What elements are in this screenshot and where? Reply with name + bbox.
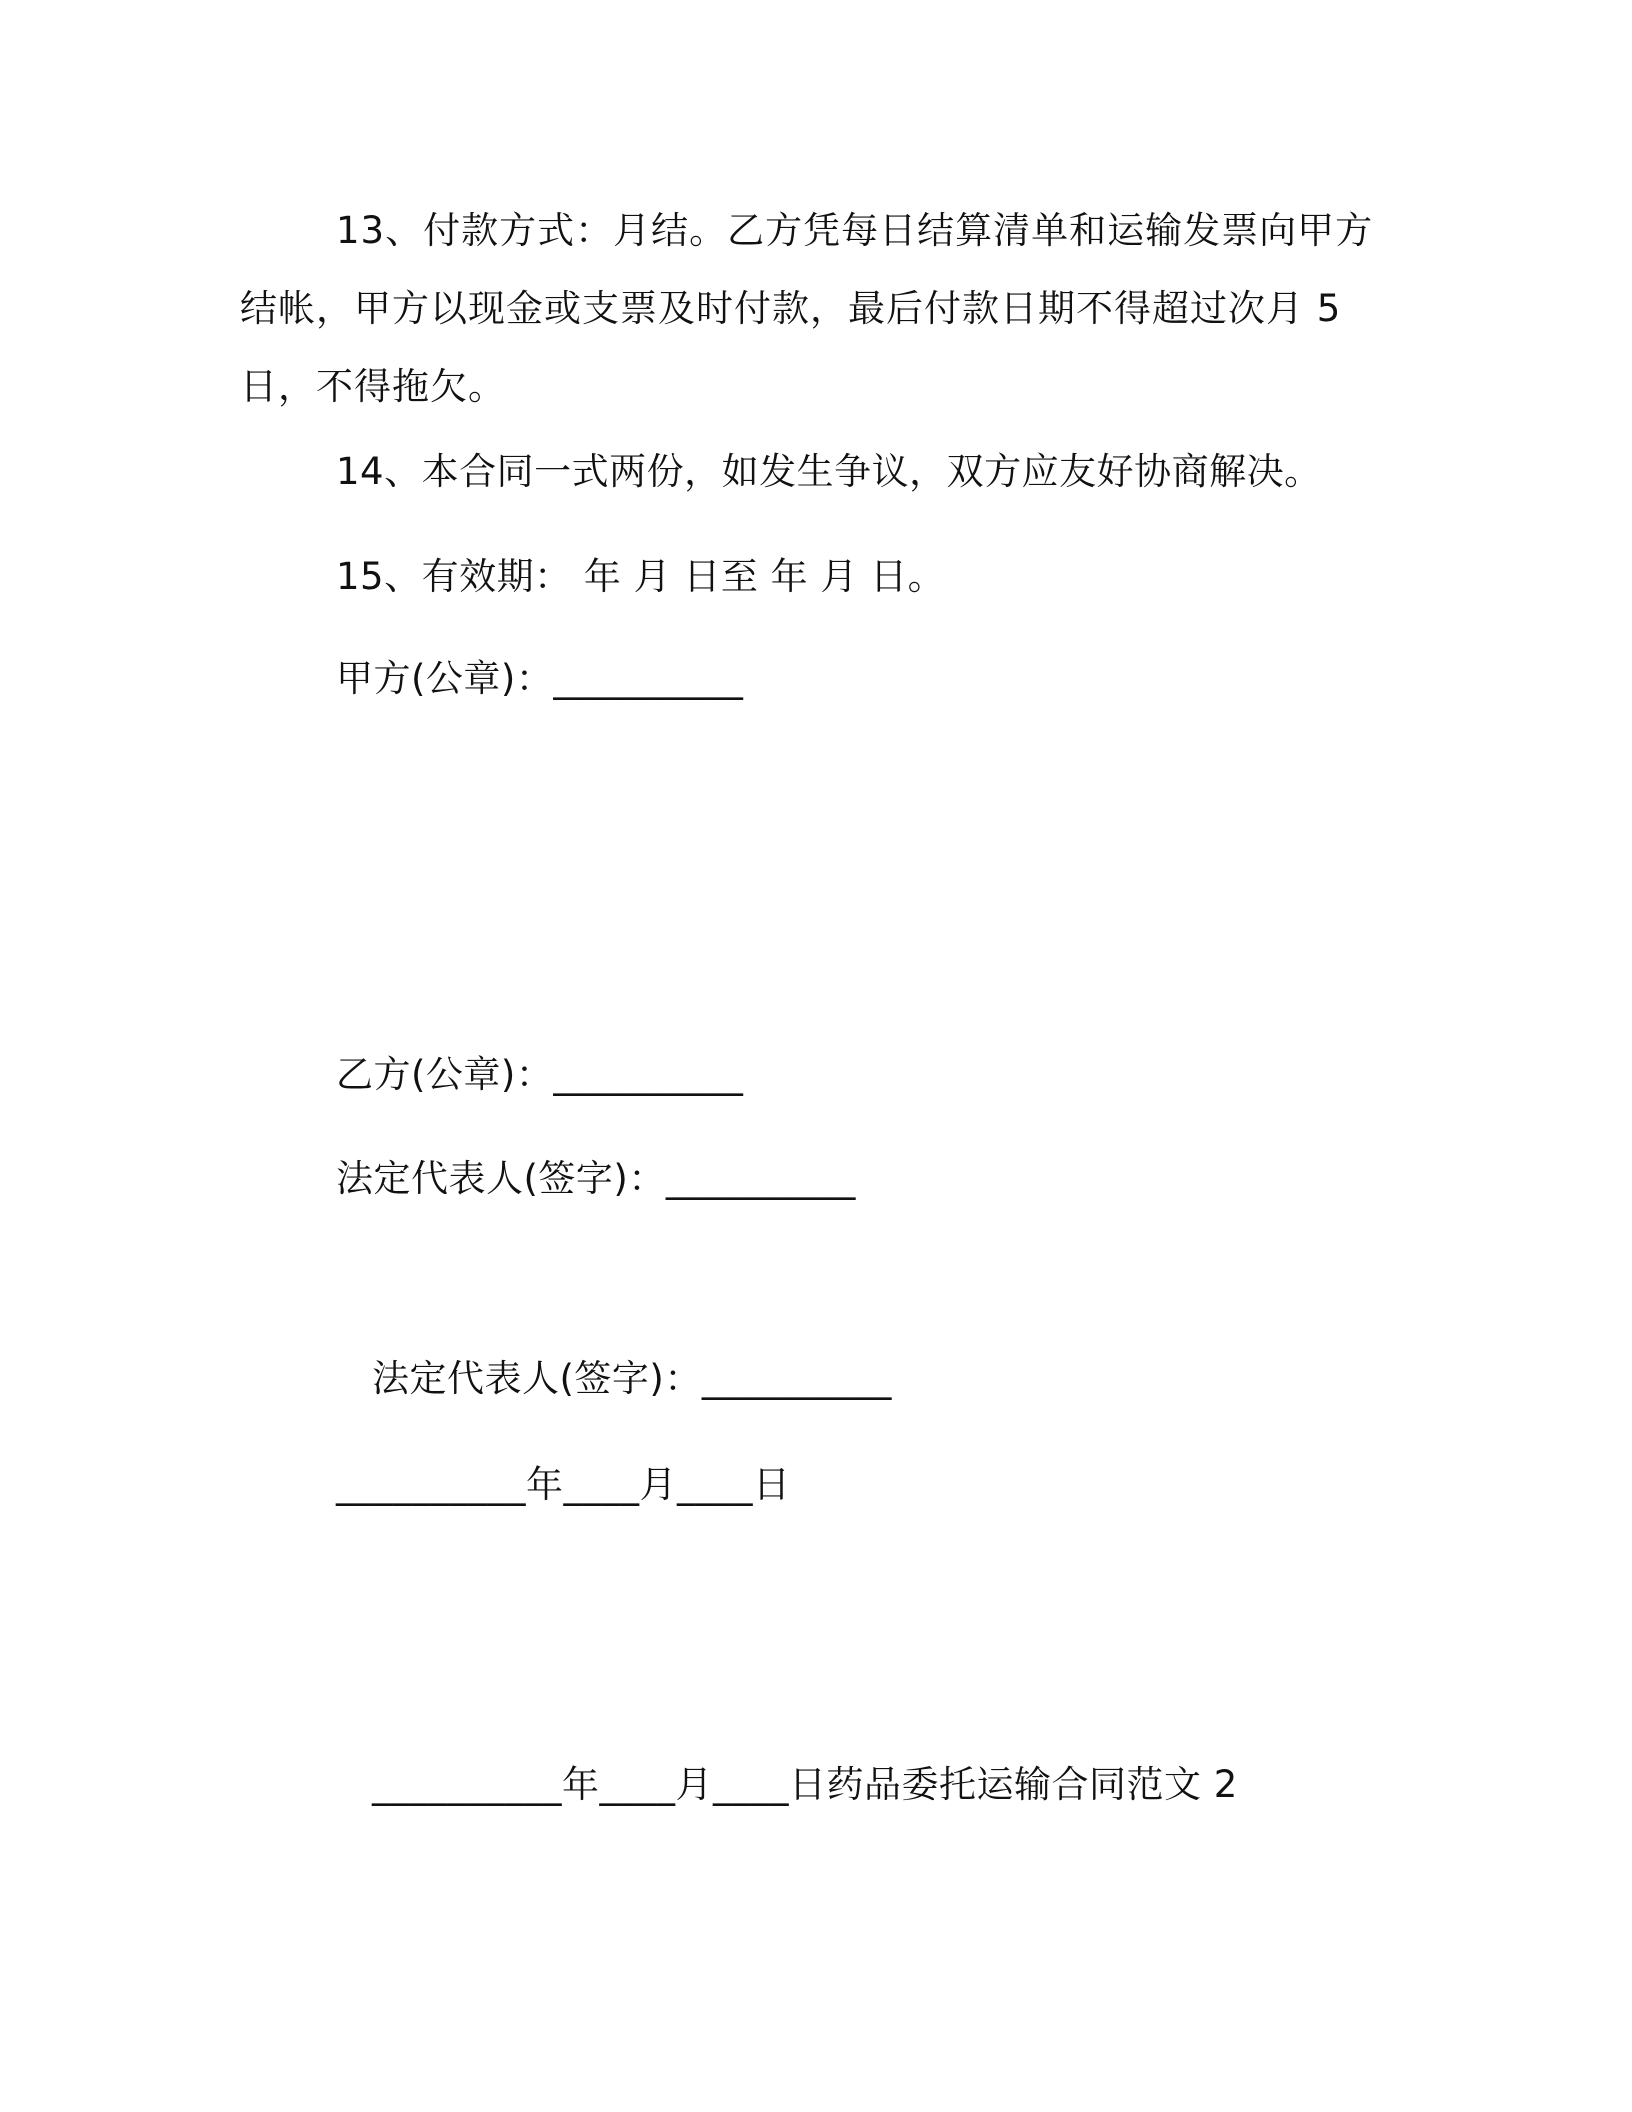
- party-a-seal-line: 甲方(公章)：__________: [336, 657, 744, 700]
- legal-rep-signature-line-2: 法定代表人(签字)：__________: [372, 1357, 892, 1400]
- party-b-seal-line: 乙方(公章)：__________: [336, 1053, 744, 1096]
- clause-13: 13、付款方式：月结。乙方凭每日结算清单和运输发票向甲方结帐，甲方以现金或支票及时付款，最后付款日期不得超过次月 5 日，不得拖欠。: [240, 209, 1374, 408]
- clause-15: 15、有效期： 年 月 日至 年 月 日。: [336, 555, 946, 598]
- next-contract-title: __________年____月____日药品委托运输合同范文 2: [372, 1763, 1238, 1806]
- clause-14: 14、本合同一式两份，如发生争议，双方应友好协商解决。: [336, 450, 1322, 493]
- date-line: __________年____月____日: [336, 1463, 791, 1506]
- legal-rep-signature-line: 法定代表人(签字)：__________: [336, 1157, 856, 1200]
